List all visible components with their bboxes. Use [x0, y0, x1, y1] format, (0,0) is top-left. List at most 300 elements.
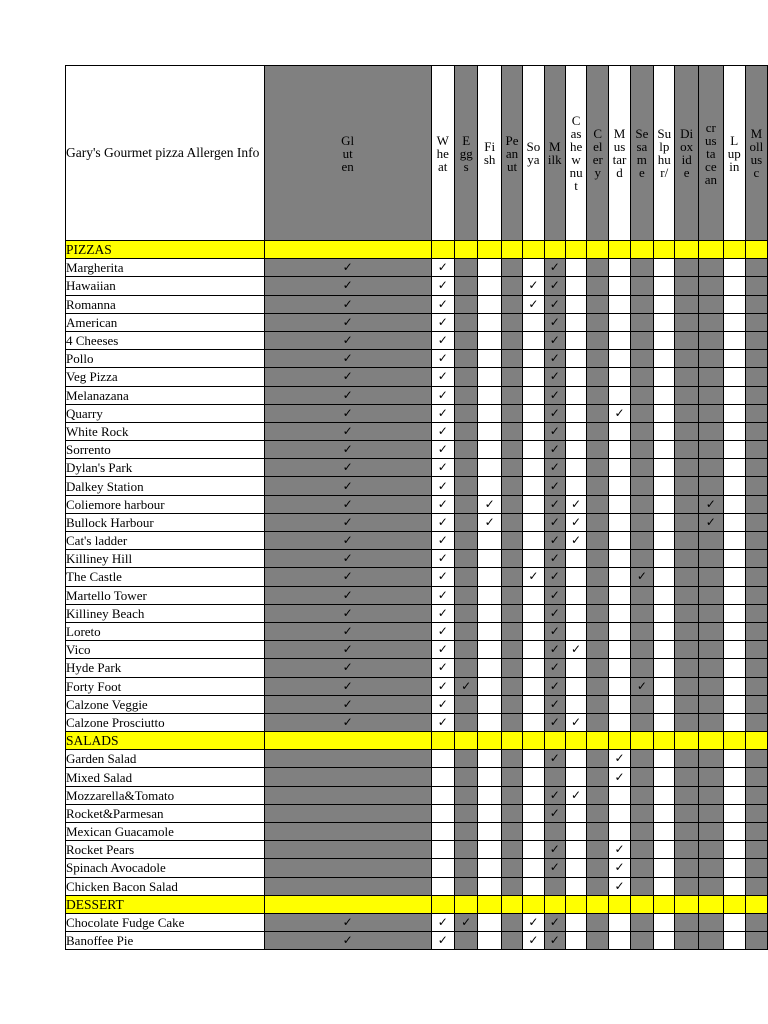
- allergen-cell-cashewnut: [565, 641, 586, 659]
- section-row-pizzas: [66, 241, 768, 259]
- allergen-cell-crustacean: [698, 532, 723, 550]
- allergen-cell-mustard: [609, 859, 630, 877]
- table-row: [66, 550, 768, 568]
- allergen-cell-fish: [478, 404, 501, 422]
- item-name: Chicken Bacon Salad: [66, 877, 265, 895]
- allergen-cell-crustacean: [698, 823, 723, 841]
- allergen-cell-mustard: [609, 350, 630, 368]
- section-band-cell: [675, 732, 698, 750]
- section-band-cell: [544, 895, 565, 913]
- allergen-cell-mustard: [609, 331, 630, 349]
- table-row: [66, 259, 768, 277]
- allergen-cell-mollusc: [745, 677, 767, 695]
- check-icon: ✓: [437, 478, 448, 493]
- allergen-cell-wheat: [431, 713, 454, 731]
- allergen-cell-soya: [523, 477, 544, 495]
- allergen-cell-peanut: [501, 786, 522, 804]
- allergen-cell-fish: [478, 604, 501, 622]
- item-name: Mozzarella&Tomato: [66, 786, 265, 804]
- allergen-cell-dioxide: [675, 350, 698, 368]
- allergen-cell-eggs: [454, 277, 477, 295]
- allergen-cell-soya: [523, 441, 544, 459]
- section-band-cell: [565, 895, 586, 913]
- allergen-cell-dioxide: [675, 750, 698, 768]
- item-name: Pollo: [66, 350, 265, 368]
- allergen-cell-fish: [478, 259, 501, 277]
- allergen-cell-peanut: [501, 459, 522, 477]
- allergen-cell-mustard: [609, 713, 630, 731]
- allergen-cell-soya: [523, 695, 544, 713]
- allergen-cell-fish: [478, 641, 501, 659]
- check-icon: ✓: [549, 805, 560, 820]
- check-icon: ✓: [549, 624, 560, 639]
- allergen-cell-mollusc: [745, 386, 767, 404]
- allergen-cell-lupin: [723, 841, 745, 859]
- allergen-cell-mustard: [609, 604, 630, 622]
- section-band-cell: [478, 732, 501, 750]
- allergen-cell-milk: [544, 823, 565, 841]
- section-band-cell: [523, 241, 544, 259]
- table-row: [66, 659, 768, 677]
- allergen-cell-lupin: [723, 659, 745, 677]
- check-icon: ✓: [549, 423, 560, 438]
- allergen-cell-eggs: [454, 295, 477, 313]
- allergen-cell-dioxide: [675, 513, 698, 531]
- allergen-cell-sesame: [630, 568, 653, 586]
- section-band-cell: [675, 241, 698, 259]
- allergen-cell-sesame: [630, 713, 653, 731]
- check-icon: ✓: [437, 405, 448, 420]
- check-icon: ✓: [437, 533, 448, 548]
- check-icon: ✓: [437, 678, 448, 693]
- allergen-cell-milk: [544, 586, 565, 604]
- table-row: [66, 422, 768, 440]
- allergen-cell-wheat: [431, 768, 454, 786]
- allergen-header-label: Lupin: [727, 132, 741, 174]
- allergen-cell-soya: [523, 804, 544, 822]
- allergen-cell-dioxide: [675, 404, 698, 422]
- table-row: [66, 750, 768, 768]
- allergen-cell-cashewnut: [565, 422, 586, 440]
- allergen-cell-peanut: [501, 659, 522, 677]
- allergen-cell-cashewnut: [565, 331, 586, 349]
- allergen-cell-lupin: [723, 622, 745, 640]
- allergen-cell-peanut: [501, 495, 522, 513]
- check-icon: ✓: [614, 769, 625, 784]
- allergen-cell-eggs: [454, 604, 477, 622]
- allergen-cell-mollusc: [745, 750, 767, 768]
- allergen-cell-sesame: [630, 513, 653, 531]
- check-icon: ✓: [437, 714, 448, 729]
- allergen-cell-eggs: [454, 750, 477, 768]
- allergen-cell-cashewnut: [565, 841, 586, 859]
- allergen-cell-eggs: [454, 386, 477, 404]
- check-icon: ✓: [549, 260, 560, 275]
- allergen-cell-dioxide: [675, 331, 698, 349]
- check-icon: ✓: [636, 678, 647, 693]
- allergen-cell-wheat: [431, 859, 454, 877]
- allergen-cell-celery: [587, 513, 609, 531]
- allergen-header-label: Wheat: [436, 132, 449, 174]
- check-icon: ✓: [614, 405, 625, 420]
- allergen-cell-eggs: [454, 495, 477, 513]
- check-icon: ✓: [437, 260, 448, 275]
- allergen-cell-fish: [478, 550, 501, 568]
- check-icon: ✓: [461, 678, 472, 693]
- check-icon: ✓: [549, 533, 560, 548]
- item-name: The Castle: [66, 568, 265, 586]
- allergen-cell-soya: [523, 659, 544, 677]
- allergen-cell-dioxide: [675, 768, 698, 786]
- allergen-cell-sulphur: [654, 622, 675, 640]
- allergen-cell-gluten: [264, 313, 431, 331]
- allergen-cell-mollusc: [745, 422, 767, 440]
- allergen-cell-celery: [587, 459, 609, 477]
- allergen-cell-sulphur: [654, 513, 675, 531]
- allergen-cell-sulphur: [654, 477, 675, 495]
- allergen-cell-eggs: [454, 441, 477, 459]
- allergen-cell-gluten: [264, 877, 431, 895]
- allergen-cell-dioxide: [675, 877, 698, 895]
- allergen-cell-soya: [523, 386, 544, 404]
- check-icon: ✓: [549, 405, 560, 420]
- allergen-cell-gluten: [264, 259, 431, 277]
- check-icon: ✓: [549, 514, 560, 529]
- section-band-cell: [698, 732, 723, 750]
- allergen-cell-crustacean: [698, 368, 723, 386]
- check-icon: ✓: [705, 496, 716, 511]
- allergen-cell-celery: [587, 295, 609, 313]
- allergen-cell-wheat: [431, 823, 454, 841]
- item-name: Dylan's Park: [66, 459, 265, 477]
- check-icon: ✓: [437, 387, 448, 402]
- allergen-cell-sulphur: [654, 877, 675, 895]
- allergen-cell-eggs: [454, 768, 477, 786]
- allergen-cell-fish: [478, 277, 501, 295]
- allergen-cell-lupin: [723, 259, 745, 277]
- allergen-cell-mustard: [609, 568, 630, 586]
- allergen-cell-milk: [544, 386, 565, 404]
- check-icon: ✓: [437, 442, 448, 457]
- allergen-cell-crustacean: [698, 386, 723, 404]
- allergen-cell-cashewnut: [565, 277, 586, 295]
- allergen-cell-fish: [478, 295, 501, 313]
- allergen-cell-soya: [523, 495, 544, 513]
- allergen-cell-mollusc: [745, 550, 767, 568]
- allergen-cell-wheat: [431, 750, 454, 768]
- item-name: Veg Pizza: [66, 368, 265, 386]
- check-icon: ✓: [549, 714, 560, 729]
- check-icon: ✓: [571, 787, 582, 802]
- allergen-cell-peanut: [501, 350, 522, 368]
- allergen-cell-crustacean: [698, 604, 723, 622]
- allergen-cell-sesame: [630, 932, 653, 950]
- section-row-dessert: [66, 895, 768, 913]
- item-name: Forty Foot: [66, 677, 265, 695]
- allergen-cell-lupin: [723, 695, 745, 713]
- allergen-cell-lupin: [723, 350, 745, 368]
- allergen-cell-peanut: [501, 841, 522, 859]
- allergen-cell-eggs: [454, 786, 477, 804]
- allergen-cell-dioxide: [675, 441, 698, 459]
- allergen-cell-crustacean: [698, 695, 723, 713]
- check-icon: ✓: [549, 860, 560, 875]
- allergen-cell-soya: [523, 459, 544, 477]
- section-band-cell: [264, 241, 431, 259]
- allergen-cell-milk: [544, 295, 565, 313]
- allergen-cell-celery: [587, 641, 609, 659]
- item-name: Romanna: [66, 295, 265, 313]
- section-band-cell: [565, 241, 586, 259]
- allergen-cell-celery: [587, 422, 609, 440]
- allergen-cell-dioxide: [675, 713, 698, 731]
- allergen-cell-dioxide: [675, 368, 698, 386]
- allergen-cell-sulphur: [654, 804, 675, 822]
- allergen-cell-cashewnut: [565, 568, 586, 586]
- check-icon: ✓: [437, 314, 448, 329]
- allergen-cell-eggs: [454, 368, 477, 386]
- table-row: [66, 641, 768, 659]
- allergen-cell-sulphur: [654, 404, 675, 422]
- item-name: Margherita: [66, 259, 265, 277]
- allergen-cell-crustacean: [698, 859, 723, 877]
- check-icon: ✓: [528, 915, 539, 930]
- allergen-cell-eggs: [454, 841, 477, 859]
- allergen-header-label: Mollusc: [749, 126, 764, 180]
- allergen-cell-celery: [587, 913, 609, 931]
- allergen-cell-mollusc: [745, 768, 767, 786]
- check-icon: ✓: [342, 533, 353, 548]
- check-icon: ✓: [437, 551, 448, 566]
- allergen-cell-crustacean: [698, 659, 723, 677]
- section-band-cell: [501, 895, 522, 913]
- allergen-cell-wheat: [431, 641, 454, 659]
- section-band-cell: [723, 895, 745, 913]
- allergen-cell-sulphur: [654, 659, 675, 677]
- allergen-cell-mustard: [609, 622, 630, 640]
- allergen-cell-fish: [478, 586, 501, 604]
- allergen-cell-mollusc: [745, 477, 767, 495]
- allergen-cell-sesame: [630, 695, 653, 713]
- allergen-cell-soya: [523, 786, 544, 804]
- allergen-cell-sesame: [630, 622, 653, 640]
- allergen-header-gluten: [264, 66, 431, 241]
- allergen-cell-crustacean: [698, 477, 723, 495]
- check-icon: ✓: [342, 260, 353, 275]
- allergen-cell-lupin: [723, 877, 745, 895]
- allergen-cell-eggs: [454, 877, 477, 895]
- allergen-cell-eggs: [454, 695, 477, 713]
- allergen-cell-cashewnut: [565, 932, 586, 950]
- allergen-cell-sulphur: [654, 295, 675, 313]
- item-name: Mixed Salad: [66, 768, 265, 786]
- check-icon: ✓: [437, 351, 448, 366]
- allergen-cell-fish: [478, 513, 501, 531]
- allergen-cell-peanut: [501, 404, 522, 422]
- allergen-cell-soya: [523, 641, 544, 659]
- allergen-cell-gluten: [264, 477, 431, 495]
- allergen-cell-wheat: [431, 877, 454, 895]
- allergen-cell-sulphur: [654, 459, 675, 477]
- allergen-cell-lupin: [723, 368, 745, 386]
- check-icon: ✓: [342, 514, 353, 529]
- section-heading: DESSERT: [66, 895, 265, 913]
- allergen-cell-gluten: [264, 713, 431, 731]
- allergen-cell-gluten: [264, 804, 431, 822]
- section-band-cell: [654, 895, 675, 913]
- allergen-cell-eggs: [454, 331, 477, 349]
- allergen-cell-gluten: [264, 368, 431, 386]
- allergen-cell-dioxide: [675, 422, 698, 440]
- allergen-cell-soya: [523, 877, 544, 895]
- allergen-cell-milk: [544, 604, 565, 622]
- allergen-cell-celery: [587, 604, 609, 622]
- allergen-cell-dioxide: [675, 641, 698, 659]
- check-icon: ✓: [437, 587, 448, 602]
- check-icon: ✓: [437, 915, 448, 930]
- allergen-cell-gluten: [264, 622, 431, 640]
- allergen-cell-sesame: [630, 422, 653, 440]
- check-icon: ✓: [437, 460, 448, 475]
- allergen-cell-mustard: [609, 877, 630, 895]
- allergen-cell-sulphur: [654, 677, 675, 695]
- allergen-header-dioxide: [675, 66, 698, 241]
- allergen-cell-eggs: [454, 804, 477, 822]
- allergen-cell-milk: [544, 841, 565, 859]
- allergen-cell-milk: [544, 550, 565, 568]
- allergen-cell-crustacean: [698, 841, 723, 859]
- allergen-header-label: Peanut: [505, 132, 519, 174]
- section-band-cell: [745, 241, 767, 259]
- header-row: [66, 66, 768, 241]
- allergen-cell-lupin: [723, 441, 745, 459]
- allergen-cell-milk: [544, 659, 565, 677]
- check-icon: ✓: [342, 915, 353, 930]
- allergen-cell-lupin: [723, 331, 745, 349]
- allergen-cell-cashewnut: [565, 477, 586, 495]
- allergen-cell-wheat: [431, 295, 454, 313]
- allergen-cell-gluten: [264, 277, 431, 295]
- allergen-cell-wheat: [431, 586, 454, 604]
- item-name: Killiney Hill: [66, 550, 265, 568]
- allergen-cell-lupin: [723, 677, 745, 695]
- item-name: Banoffee Pie: [66, 932, 265, 950]
- check-icon: ✓: [342, 423, 353, 438]
- allergen-cell-gluten: [264, 386, 431, 404]
- allergen-cell-eggs: [454, 568, 477, 586]
- allergen-cell-milk: [544, 368, 565, 386]
- allergen-cell-mollusc: [745, 859, 767, 877]
- allergen-cell-soya: [523, 295, 544, 313]
- allergen-cell-fish: [478, 441, 501, 459]
- section-band-cell: [431, 241, 454, 259]
- section-band-cell: [745, 732, 767, 750]
- allergen-cell-crustacean: [698, 641, 723, 659]
- check-icon: ✓: [549, 642, 560, 657]
- allergen-cell-sulphur: [654, 277, 675, 295]
- allergen-cell-mollusc: [745, 604, 767, 622]
- allergen-cell-mollusc: [745, 659, 767, 677]
- section-band-cell: [587, 241, 609, 259]
- allergen-cell-sulphur: [654, 386, 675, 404]
- check-icon: ✓: [528, 296, 539, 311]
- table-row: [66, 295, 768, 313]
- allergen-cell-mustard: [609, 495, 630, 513]
- allergen-cell-mollusc: [745, 932, 767, 950]
- allergen-cell-crustacean: [698, 932, 723, 950]
- allergen-cell-mollusc: [745, 913, 767, 931]
- allergen-cell-eggs: [454, 932, 477, 950]
- section-band-cell: [587, 895, 609, 913]
- allergen-cell-peanut: [501, 441, 522, 459]
- allergen-cell-mustard: [609, 768, 630, 786]
- allergen-header-label: Gluten: [341, 132, 355, 174]
- allergen-cell-eggs: [454, 422, 477, 440]
- allergen-cell-peanut: [501, 568, 522, 586]
- allergen-cell-crustacean: [698, 750, 723, 768]
- allergen-cell-milk: [544, 313, 565, 331]
- allergen-cell-cashewnut: [565, 786, 586, 804]
- check-icon: ✓: [437, 605, 448, 620]
- allergen-header-lupin: [723, 66, 745, 241]
- allergen-cell-cashewnut: [565, 513, 586, 531]
- check-icon: ✓: [437, 933, 448, 948]
- allergen-cell-fish: [478, 859, 501, 877]
- allergen-cell-sesame: [630, 313, 653, 331]
- item-name: Hawaiian: [66, 277, 265, 295]
- allergen-cell-sulphur: [654, 913, 675, 931]
- allergen-cell-mustard: [609, 295, 630, 313]
- allergen-cell-soya: [523, 677, 544, 695]
- table-row: [66, 622, 768, 640]
- item-name: Garden Salad: [66, 750, 265, 768]
- check-icon: ✓: [342, 333, 353, 348]
- allergen-cell-milk: [544, 459, 565, 477]
- allergen-cell-sulphur: [654, 350, 675, 368]
- allergen-cell-lupin: [723, 532, 745, 550]
- allergen-cell-mustard: [609, 277, 630, 295]
- table-row: [66, 804, 768, 822]
- allergen-cell-crustacean: [698, 313, 723, 331]
- allergen-cell-lupin: [723, 768, 745, 786]
- allergen-cell-cashewnut: [565, 913, 586, 931]
- table-row: [66, 932, 768, 950]
- check-icon: ✓: [549, 605, 560, 620]
- allergen-cell-sesame: [630, 604, 653, 622]
- allergen-cell-lupin: [723, 550, 745, 568]
- check-icon: ✓: [571, 514, 582, 529]
- allergen-cell-wheat: [431, 804, 454, 822]
- section-band-cell: [587, 732, 609, 750]
- allergen-cell-soya: [523, 586, 544, 604]
- allergen-cell-dioxide: [675, 477, 698, 495]
- allergen-cell-lupin: [723, 859, 745, 877]
- allergen-cell-celery: [587, 532, 609, 550]
- check-icon: ✓: [437, 569, 448, 584]
- allergen-cell-fish: [478, 495, 501, 513]
- allergen-cell-fish: [478, 695, 501, 713]
- section-row-salads: [66, 732, 768, 750]
- allergen-cell-dioxide: [675, 659, 698, 677]
- check-icon: ✓: [549, 551, 560, 566]
- allergen-cell-celery: [587, 277, 609, 295]
- allergen-cell-gluten: [264, 604, 431, 622]
- table-row: [66, 913, 768, 931]
- allergen-cell-eggs: [454, 259, 477, 277]
- allergen-cell-fish: [478, 622, 501, 640]
- allergen-cell-crustacean: [698, 259, 723, 277]
- check-icon: ✓: [437, 423, 448, 438]
